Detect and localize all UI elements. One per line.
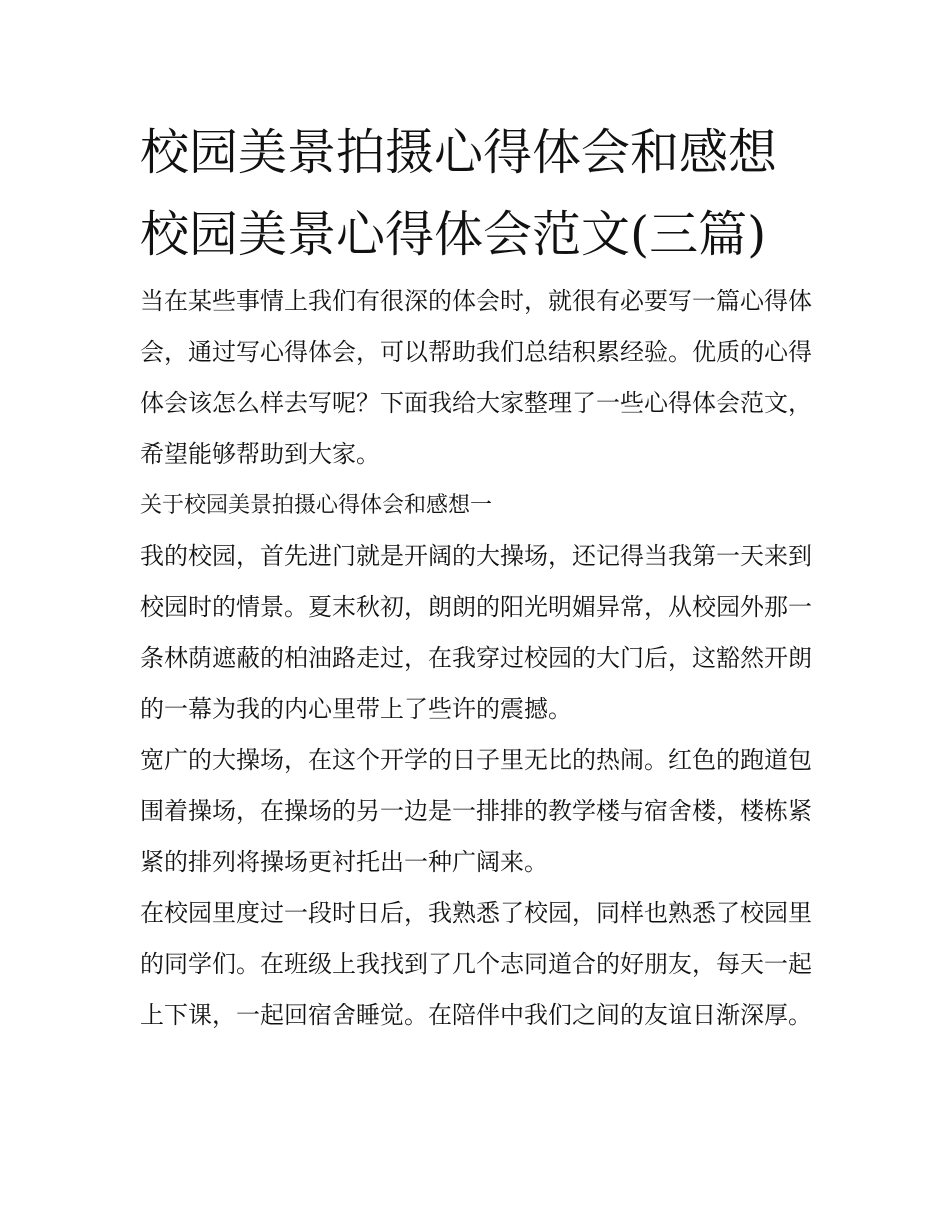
title-line-2: 校园美景心得体会范文(三篇) <box>140 206 767 263</box>
section-heading: 关于校园美景拍摄心得体会和感想一 <box>140 493 493 518</box>
document-body <box>140 276 812 1041</box>
body-paragraph-2: 宽广的大操场，在这个开学的日子里无比的热闹。红色的跑道包围着操场，在操场的另一边是一排排的教学楼与宿舍楼，楼栋紧紧的排列将操场更衬托出一种广阔来。 <box>140 746 812 876</box>
title-line-1: 校园美景拍摄心得体会和感想 <box>140 124 778 181</box>
document-title <box>140 112 820 276</box>
body-paragraph-3: 在校园里度过一段时日后，我熟悉了校园，同样也熟悉了校园里的同学们。在班级上我找到了几个志同道合的好朋友，每天一起上下课，一起回宿舍睡觉。在陪伴中我们之间的友谊日渐深厚。 <box>140 899 812 1029</box>
body-paragraph-1: 我的校园，首先进门就是开阔的大操场，还记得当我第一天来到校园时的情景。夏末秋初，朗朗的阳光明媚异常，从校园外那一条林荫遮蔽的柏油路走过，在我穿过校园的大门后，这豁然开朗的一幕为我的内心里带上了些许的震撼。 <box>140 542 812 723</box>
intro-paragraph: 当在某些事情上我们有很深的体会时，就很有必要写一篇心得体会，通过写心得体会，可以帮助我们总结积累经验。优质的心得体会该怎么样去写呢？下面我给大家整理了一些心得体会范文，希望能够帮助到大家。 <box>140 287 812 468</box>
